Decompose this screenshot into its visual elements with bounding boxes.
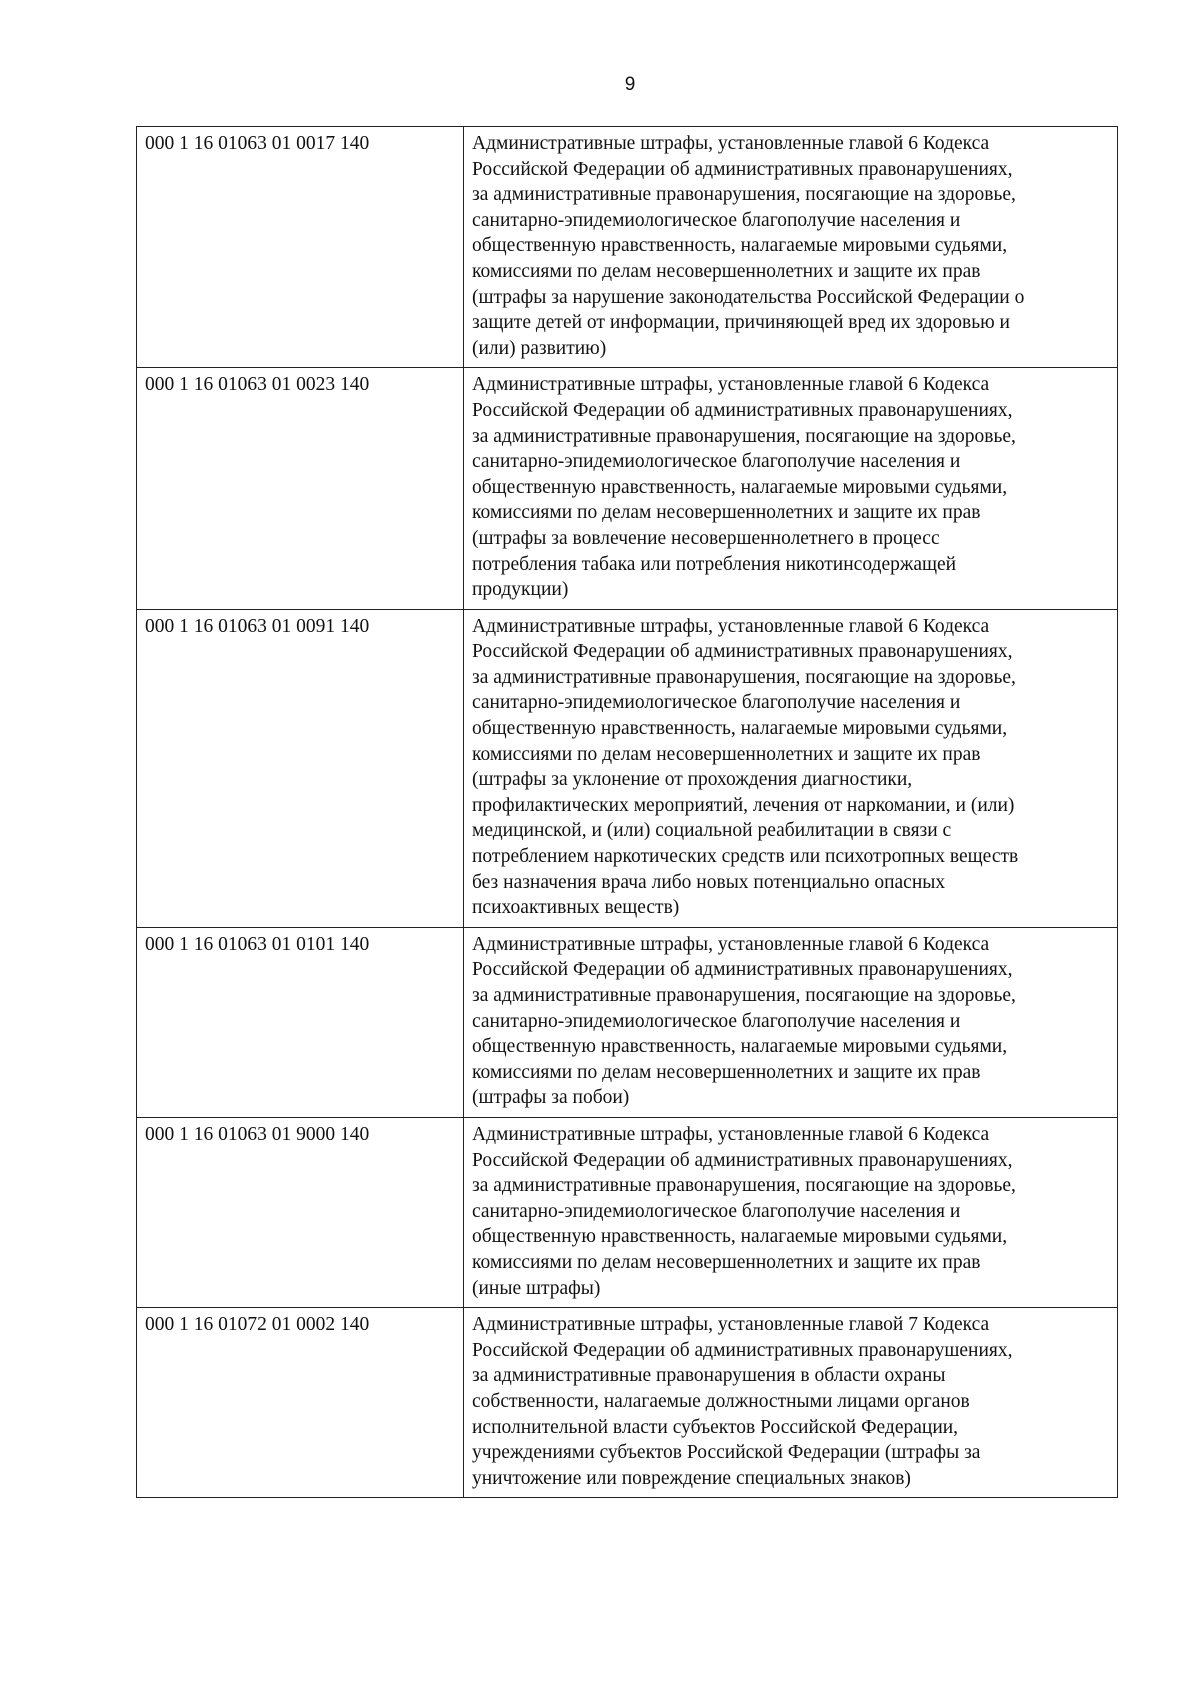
description-line: санитарно-эпидемиологическое благополучие населения и <box>472 692 961 714</box>
description-line: комиссиями по делам несовершеннолетних и защите их прав <box>472 502 981 524</box>
description-line: общественную нравственность, налагаемые мировыми судьями, <box>472 1036 1008 1058</box>
budget-code-cell: 000 1 16 01063 01 0017 140 <box>137 127 464 368</box>
description-line: Административные штрафы, установленные главой 6 Кодекса <box>472 615 990 637</box>
description-line: комиссиями по делам несовершеннолетних и защите их прав <box>472 260 981 282</box>
description-line: Административные штрафы, установленные главой 6 Кодекса <box>472 133 990 154</box>
description-line: Российской Федерации об административных правонарушениях, <box>472 1149 1013 1171</box>
description-line: санитарно-эпидемиологическое благополучие населения и <box>472 1010 961 1032</box>
description-line: Административные штрафы, установленные главой 6 Кодекса <box>472 933 990 955</box>
table-body <box>137 127 1118 1498</box>
description-line: за административные правонарушения, посягающие на здоровье, <box>472 1175 1016 1197</box>
description-cell <box>464 127 1118 368</box>
table-row <box>137 368 1118 609</box>
budget-code-cell: 000 1 16 01063 01 0101 140 <box>137 927 464 1117</box>
description-line: Российской Федерации об административных правонарушениях, <box>472 959 1013 981</box>
description-line: за административные правонарушения, посягающие на здоровье, <box>472 184 1016 206</box>
description-line: за административные правонарушения, посягающие на здоровье, <box>472 666 1016 688</box>
description-line: общественную нравственность, налагаемые мировыми судьями, <box>472 235 1008 257</box>
description-line: комиссиями по делам несовершеннолетних и защите их прав <box>472 743 981 765</box>
description-cell <box>464 1117 1118 1307</box>
table-row <box>137 609 1118 927</box>
description-cell <box>464 609 1118 927</box>
description-line: (штрафы за нарушение законодательства Российской Федерации о <box>472 286 1025 308</box>
budget-code-cell: 000 1 16 01063 01 9000 140 <box>137 1117 464 1307</box>
description-line: продукции) <box>472 579 569 601</box>
description-line: учреждениями субъектов Российской Федерации (штрафы за <box>472 1442 981 1464</box>
description-line: потреблением наркотических средств или психотропных веществ <box>472 846 1019 868</box>
description-line: уничтожение или повреждение специальных знаков) <box>472 1467 911 1489</box>
description-line: собственности, налагаемые должностными лицами органов <box>472 1390 970 1412</box>
description-line: медицинской, и (или) социальной реабилитации в связи с <box>472 820 952 842</box>
description-line: санитарно-эпидемиологическое благополучие населения и <box>472 451 961 473</box>
description-line: (штрафы за вовлечение несовершеннолетнего в процесс <box>472 527 940 549</box>
description-line: общественную нравственность, налагаемые мировыми судьями, <box>472 476 1008 498</box>
description-line: (штрафы за побои) <box>472 1087 630 1109</box>
table-row <box>137 127 1118 368</box>
description-line: Административные штрафы, установленные главой 6 Кодекса <box>472 374 990 396</box>
description-line: Российской Федерации об административных правонарушениях, <box>472 641 1013 663</box>
description-cell <box>464 927 1118 1117</box>
description-line: Административные штрафы, установленные главой 6 Кодекса <box>472 1123 990 1145</box>
description-line: комиссиями по делам несовершеннолетних и защите их прав <box>472 1061 981 1083</box>
description-line: за административные правонарушения в области охраны <box>472 1365 946 1387</box>
description-cell <box>464 1308 1118 1498</box>
description-line: психоактивных веществ) <box>472 897 680 919</box>
description-line: без назначения врача либо новых потенциально опасных <box>472 871 946 893</box>
description-line: Российской Федерации об административных правонарушениях, <box>472 399 1013 421</box>
table-row <box>137 927 1118 1117</box>
description-line: Российской Федерации об административных правонарушениях, <box>472 1339 1013 1361</box>
description-line: профилактических мероприятий, лечения от наркомании, и (или) <box>472 794 1015 816</box>
description-line: санитарно-эпидемиологическое благополучие населения и <box>472 1200 961 1222</box>
budget-codes-table <box>136 126 1118 1498</box>
description-line: санитарно-эпидемиологическое благополучие населения и <box>472 209 961 231</box>
budget-code-cell: 000 1 16 01063 01 0091 140 <box>137 609 464 927</box>
description-line: (или) развитию) <box>472 337 607 359</box>
description-line: защите детей от информации, причиняющей вред их здоровью и <box>472 312 1010 334</box>
description-line: Административные штрафы, установленные главой 7 Кодекса <box>472 1314 990 1336</box>
description-line: (иные штрафы) <box>472 1277 601 1299</box>
table-row <box>137 1117 1118 1307</box>
budget-code-cell: 000 1 16 01072 01 0002 140 <box>137 1308 464 1498</box>
description-line: за административные правонарушения, посягающие на здоровье, <box>472 425 1016 447</box>
description-cell <box>464 368 1118 609</box>
description-line: комиссиями по делам несовершеннолетних и защите их прав <box>472 1251 981 1273</box>
table-row <box>137 1308 1118 1498</box>
description-line: потребления табака или потребления никотинсодержащей <box>472 553 957 575</box>
description-line: за административные правонарушения, посягающие на здоровье, <box>472 985 1016 1006</box>
budget-code-cell: 000 1 16 01063 01 0023 140 <box>137 368 464 609</box>
description-line: общественную нравственность, налагаемые мировыми судьями, <box>472 1226 1008 1248</box>
description-line: (штрафы за уклонение от прохождения диагностики, <box>472 769 913 791</box>
page-number: 9 <box>624 74 636 95</box>
description-line: Российской Федерации об административных правонарушениях, <box>472 158 1013 180</box>
description-line: общественную нравственность, налагаемые мировыми судьями, <box>472 718 1008 740</box>
description-line: исполнительной власти субъектов Российской Федерации, <box>472 1416 959 1438</box>
